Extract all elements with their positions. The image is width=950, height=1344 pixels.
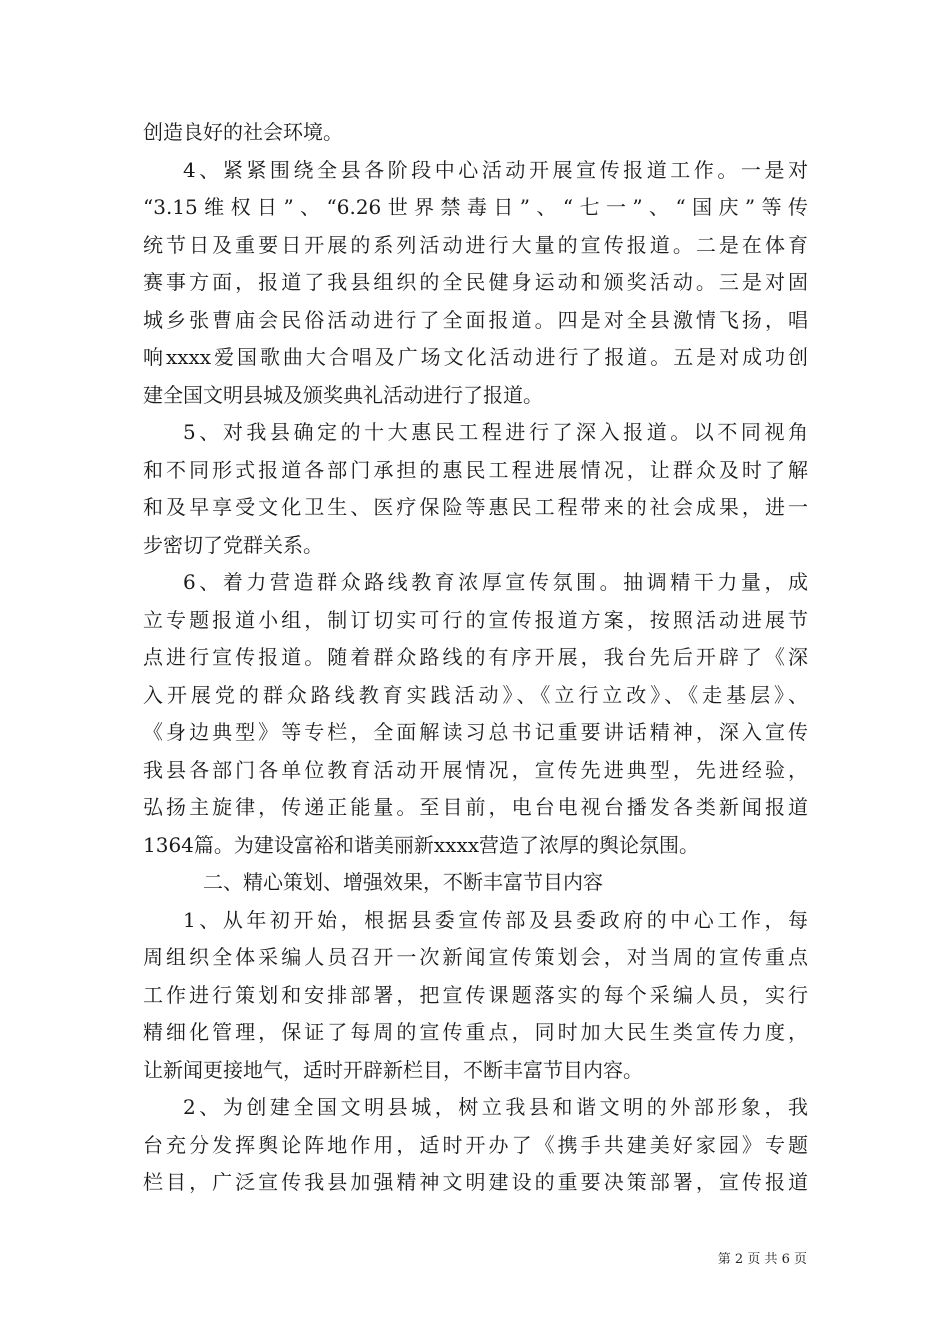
text-line: 二、精心策划、增强效果，不断丰富节目内容 <box>203 870 603 894</box>
text-line: 点进行宣传报道。随着群众路线的有序开展，我台先后开辟了《深 <box>143 645 808 669</box>
text-line: 台充分发挥舆论阵地作用，适时开办了《携手共建美好家园》专题 <box>143 1132 808 1157</box>
text-line: 栏目，广泛宣传我县加强精神文明建设的重要决策部署，宣传报道 <box>143 1170 808 1194</box>
document-body <box>143 114 808 1202</box>
text-line: 赛事方面，报道了我县组织的全民健身运动和颁奖活动。三是对固 <box>143 270 808 294</box>
text-line: 入开展党的群众路线教育实践活动》、《立行立改》、《走基层》、 <box>143 682 808 707</box>
text-line: 我县各部门各单位教育活动开展情况，宣传先进典型，先进经验， <box>143 757 808 782</box>
text-line: “3.15维权日”、“6.26世界禁毒日”、“七一”、“国庆”等传 <box>143 195 808 219</box>
text-line: 1364篇。为建设富裕和谐美丽新xxxx营造了浓厚的舆论氛围。 <box>143 832 700 857</box>
text-line: 2、为创建全国文明县城，树立我县和谐文明的外部形象，我 <box>183 1095 808 1119</box>
text-line: 5、对我县确定的十大惠民工程进行了深入报道。以不同视角 <box>183 420 808 444</box>
text-line: 城乡张曹庙会民俗活动进行了全面报道。四是对全县激情飞扬，唱 <box>143 307 808 332</box>
text-line: 《身边典型》等专栏，全面解读习总书记重要讲话精神，深入宣传 <box>143 720 808 744</box>
text-line: 1、从年初开始，根据县委宣传部及县委政府的中心工作，每 <box>183 907 808 932</box>
text-line: 建全国文明县城及颁奖典礼活动进行了报道。 <box>143 382 543 407</box>
text-line: 弘扬主旋律，传递正能量。至目前，电台电视台播发各类新闻报道 <box>143 795 808 819</box>
page-number: 第 2 页 共 6 页 <box>717 1252 807 1267</box>
text-line: 立专题报道小组，制订切实可行的宣传报道方案，按照活动进展节 <box>143 607 808 632</box>
text-line: 和及早享受文化卫生、医疗保险等惠民工程带来的社会成果，进一 <box>143 495 808 519</box>
text-line: 和不同形式报道各部门承担的惠民工程进展情况，让群众及时了解 <box>143 457 808 482</box>
text-line: 6、着力营造群众路线教育浓厚宣传氛围。抽调精干力量，成 <box>183 570 808 594</box>
text-line: 让新闻更接地气，适时开辟新栏目，不断丰富节目内容。 <box>143 1057 643 1082</box>
text-line: 4、紧紧围绕全县各阶段中心活动开展宣传报道工作。一是对 <box>183 157 808 182</box>
text-line: 周组织全体采编人员召开一次新闻宣传策划会，对当周的宣传重点 <box>143 945 808 969</box>
text-line: 步密切了党群关系。 <box>143 532 323 557</box>
text-line: 响xxxx爱国歌曲大合唱及广场文化活动进行了报道。五是对成功创 <box>143 345 808 369</box>
text-line: 统节日及重要日开展的系列活动进行大量的宣传报道。二是在体育 <box>143 232 808 257</box>
text-line: 精细化管理，保证了每周的宣传重点，同时加大民生类宣传力度， <box>143 1020 808 1044</box>
text-line: 创造良好的社会环境。 <box>143 120 343 144</box>
text-line: 工作进行策划和安排部署，把宣传课题落实的每个采编人员，实行 <box>143 982 808 1007</box>
